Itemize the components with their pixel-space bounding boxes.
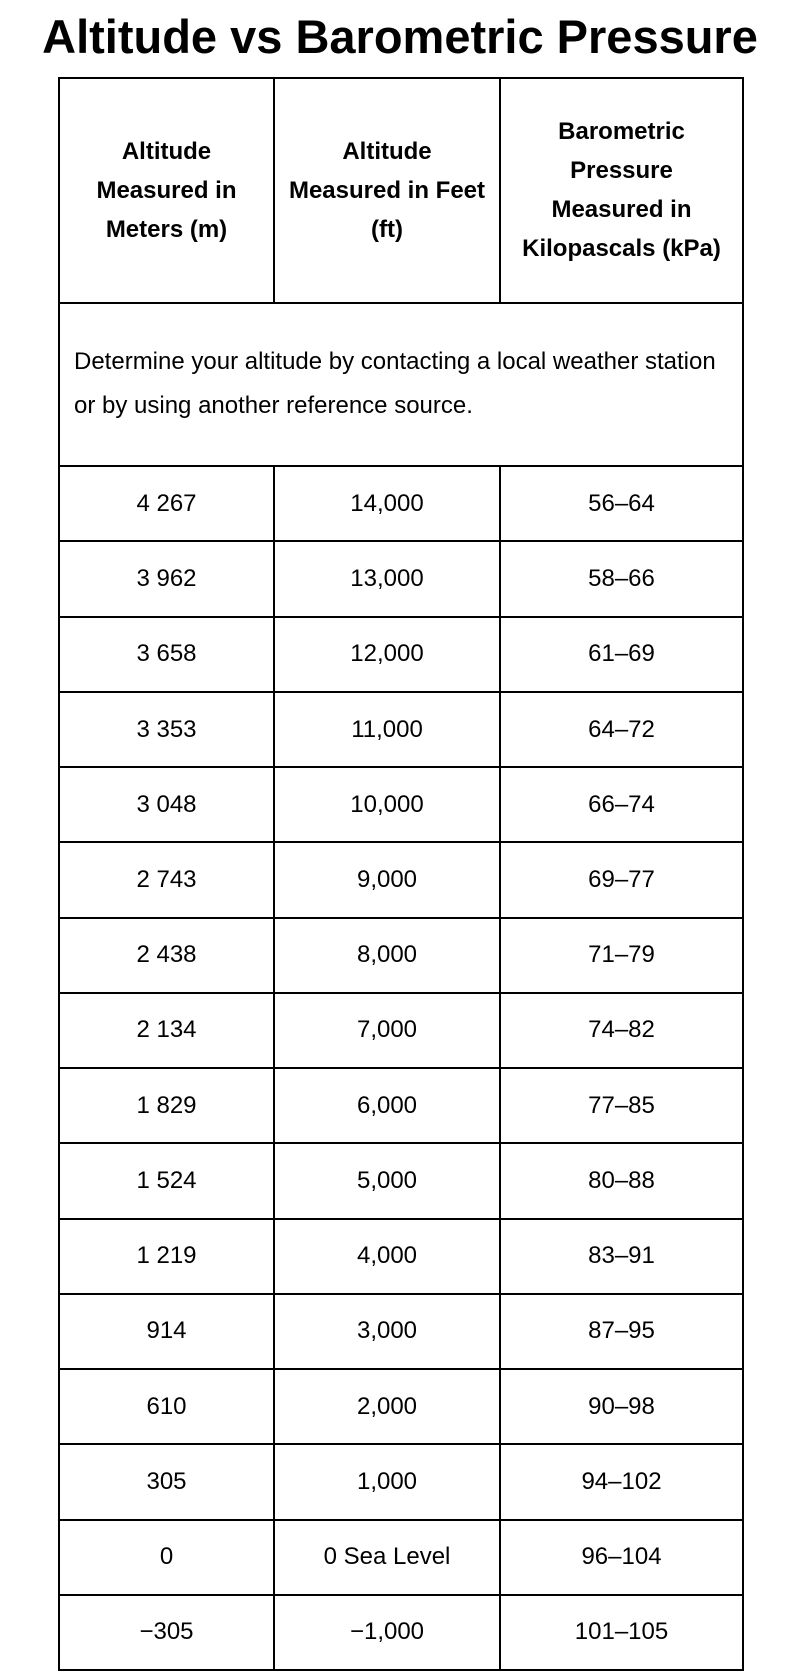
cell-feet: 10,000 [274,767,500,842]
cell-meters: 0 [59,1520,274,1595]
cell-meters: 1 219 [59,1219,274,1294]
cell-pressure: 58–66 [500,541,743,616]
cell-meters: 3 658 [59,617,274,692]
cell-feet: 5,000 [274,1143,500,1218]
table-row [59,1294,743,1369]
table-row [59,1595,743,1670]
cell-feet: 1,000 [274,1444,500,1519]
table-row [59,1068,743,1143]
cell-meters: 4 267 [59,466,274,541]
cell-meters: 305 [59,1444,274,1519]
cell-pressure: 101–105 [500,1595,743,1670]
table-note: Determine your altitude by contacting a local weather station or by using another reference source. [59,303,743,467]
cell-pressure: 77–85 [500,1068,743,1143]
cell-meters: 610 [59,1369,274,1444]
cell-feet: 3,000 [274,1294,500,1369]
cell-meters: −305 [59,1595,274,1670]
table-row [59,617,743,692]
cell-pressure: 87–95 [500,1294,743,1369]
cell-feet: 13,000 [274,541,500,616]
cell-feet: 12,000 [274,617,500,692]
table-row [59,466,743,541]
cell-pressure: 83–91 [500,1219,743,1294]
altitude-pressure-table [58,77,744,1671]
cell-pressure: 64–72 [500,692,743,767]
cell-pressure: 56–64 [500,466,743,541]
cell-meters: 2 743 [59,842,274,917]
cell-feet: 7,000 [274,993,500,1068]
cell-pressure: 71–79 [500,918,743,993]
cell-meters: 1 524 [59,1143,274,1218]
page-title: Altitude vs Barometric Pressure [42,10,758,63]
table-row [59,1520,743,1595]
cell-pressure: 74–82 [500,993,743,1068]
table-row [59,1369,743,1444]
cell-pressure: 66–74 [500,767,743,842]
cell-pressure: 61–69 [500,617,743,692]
cell-pressure: 69–77 [500,842,743,917]
table-row [59,1444,743,1519]
header-meters: Altitude Measured in Meters (m) [59,78,274,303]
cell-meters: 3 962 [59,541,274,616]
table-row [59,993,743,1068]
cell-meters: 3 048 [59,767,274,842]
cell-meters: 1 829 [59,1068,274,1143]
cell-pressure: 90–98 [500,1369,743,1444]
table-row [59,767,743,842]
cell-feet: 8,000 [274,918,500,993]
table-note-row [59,303,743,467]
cell-meters: 914 [59,1294,274,1369]
cell-pressure: 80–88 [500,1143,743,1218]
cell-feet: 4,000 [274,1219,500,1294]
cell-meters: 2 134 [59,993,274,1068]
cell-meters: 3 353 [59,692,274,767]
cell-pressure: 96–104 [500,1520,743,1595]
table-row [59,842,743,917]
cell-feet: 6,000 [274,1068,500,1143]
header-feet: Altitude Measured in Feet (ft) [274,78,500,303]
table-row [59,1143,743,1218]
cell-feet: 2,000 [274,1369,500,1444]
table-body [59,466,743,1670]
cell-feet: 14,000 [274,466,500,541]
table-row [59,692,743,767]
header-pressure: Barometric Pressure Measured in Kilopascals (kPa) [500,78,743,303]
table-row [59,1219,743,1294]
table-row [59,541,743,616]
table-header-row [59,78,743,303]
cell-feet: 11,000 [274,692,500,767]
cell-feet: −1,000 [274,1595,500,1670]
cell-feet: 9,000 [274,842,500,917]
cell-feet: 0 Sea Level [274,1520,500,1595]
cell-meters: 2 438 [59,918,274,993]
table-row [59,918,743,993]
cell-pressure: 94–102 [500,1444,743,1519]
